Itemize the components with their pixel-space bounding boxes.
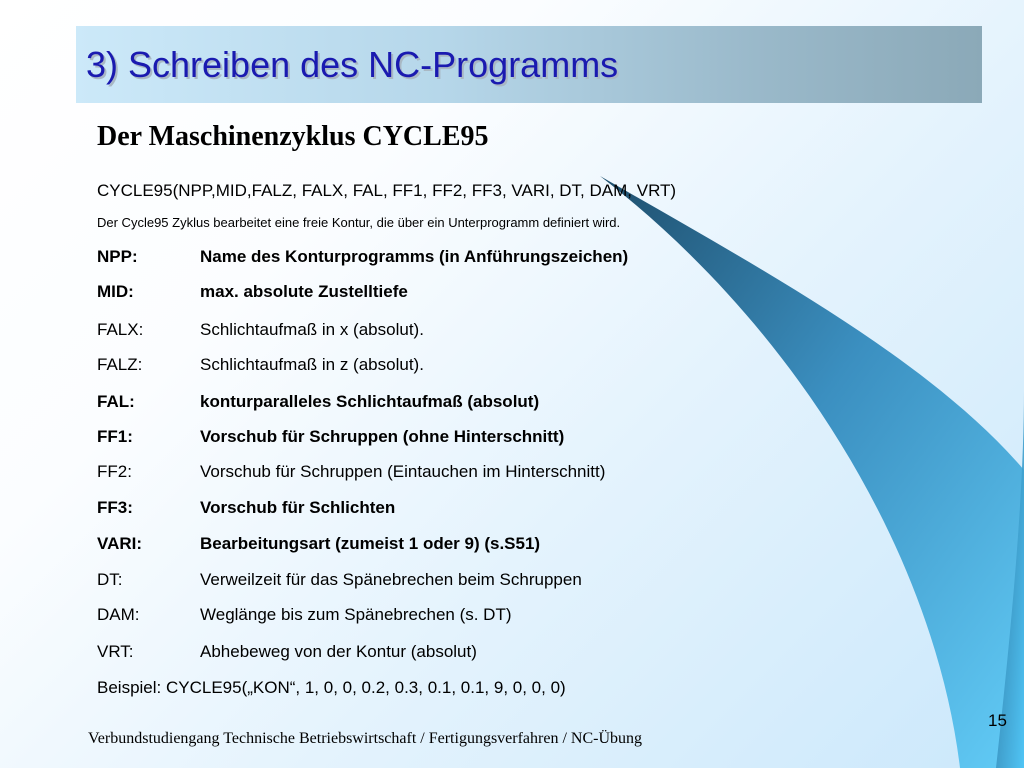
- param-key: FALZ:: [97, 355, 143, 374]
- param-description: Schlichtaufmaß in x (absolut).: [200, 320, 424, 339]
- swoosh-large-shape: [600, 176, 1024, 768]
- param-description: konturparalleles Schlichtaufmaß (absolut): [200, 392, 540, 411]
- cycle-description: Der Cycle95 Zyklus bearbeitet eine freie Kontur, die über ein Unterprogramm definiert wird.: [97, 215, 621, 230]
- param-key: FAL:: [97, 392, 135, 411]
- param-key: VARI:: [97, 534, 143, 553]
- param-description: Verweilzeit für das Spänebrechen beim Schruppen: [200, 570, 582, 589]
- slide-footer: Verbundstudiengang Technische Betriebswirtschaft / Fertigungsverfahren / NC-Übung: [88, 730, 643, 747]
- param-description: Vorschub für Schruppen (ohne Hinterschnitt): [200, 427, 565, 446]
- param-description: max. absolute Zustelltiefe: [200, 282, 408, 301]
- param-key: MID:: [97, 282, 134, 301]
- slide-title: 3) Schreiben des NC-Programms: [86, 44, 619, 85]
- example-call: Beispiel: CYCLE95(„KON“, 1, 0, 0, 0.2, 0.3, 0.1, 0.1, 9, 0, 0, 0): [97, 678, 566, 697]
- param-key: DT:: [97, 570, 123, 589]
- param-key: NPP:: [97, 247, 138, 266]
- param-description: Weglänge bis zum Spänebrechen (s. DT): [200, 605, 512, 624]
- param-key: FF1:: [97, 427, 133, 446]
- param-description: Vorschub für Schruppen (Eintauchen im Hinterschnitt): [200, 462, 606, 481]
- param-description: Name des Konturprogramms (in Anführungszeichen): [200, 247, 629, 266]
- param-key: FF2:: [97, 462, 132, 481]
- section-subtitle: Der Maschinenzyklus CYCLE95: [97, 121, 489, 152]
- cycle-syntax: CYCLE95(NPP,MID,FALZ, FALX, FAL, FF1, FF2, FF3, VARI, DT, DAM, VRT): [97, 181, 677, 200]
- param-key: FALX:: [97, 320, 144, 339]
- param-description: Abhebeweg von der Kontur (absolut): [200, 642, 477, 661]
- param-key: DAM:: [97, 605, 140, 624]
- param-description: Schlichtaufmaß in z (absolut).: [200, 355, 424, 374]
- param-description: Bearbeitungsart (zumeist 1 oder 9) (s.S51): [200, 534, 541, 553]
- param-description: Vorschub für Schlichten: [200, 498, 396, 517]
- page-number: 15: [988, 711, 1007, 730]
- param-key: FF3:: [97, 498, 133, 517]
- param-key: VRT:: [97, 642, 134, 661]
